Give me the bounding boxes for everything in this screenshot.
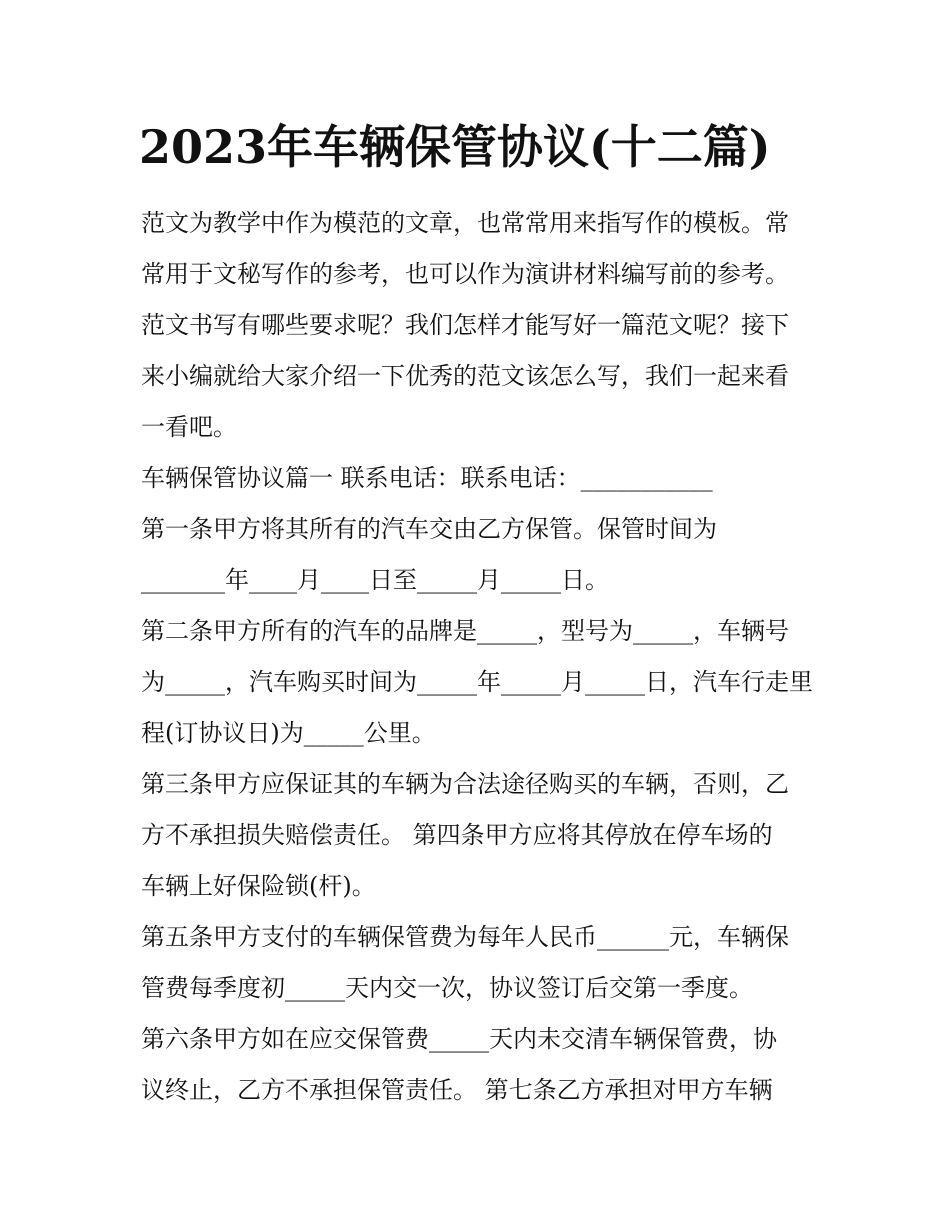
paragraph-line: 车辆上好保险锁(杆)。 <box>141 872 376 900</box>
paragraph-line: 范文书写有哪些要求呢？我们怎样才能写好一篇范文呢？接下 <box>141 311 789 339</box>
paragraph-line: 来小编就给大家介绍一下优秀的范文该怎么写，我们一起来看 <box>141 362 789 390</box>
paragraph-line: 范文为教学中作为模范的文章，也常常用来指写作的模板。常 <box>141 209 789 237</box>
paragraph-line: 车辆保管协议篇一 联系电话：联系电话：___________ <box>141 464 713 492</box>
paragraph-line: 第五条甲方支付的车辆保管费为每年人民币______元，车辆保 <box>141 923 789 951</box>
paragraph-line: 议终止，乙方不承担保管责任。 第七条乙方承担对甲方车辆 <box>141 1076 773 1104</box>
paragraph-line: 常用于文秘写作的参考，也可以作为演讲材料编写前的参考。 <box>141 260 789 288</box>
paragraph-line: 管费每季度初_____天内交一次，协议签订后交第一季度。 <box>141 974 753 1002</box>
paragraph-line: _______年____月____日至_____月_____日。 <box>141 566 609 594</box>
paragraph-line: 为_____，汽车购买时间为_____年_____月_____日，汽车行走里 <box>141 668 813 696</box>
paragraph-line: 第三条甲方应保证其的车辆为合法途径购买的车辆，否则，乙 <box>141 770 789 798</box>
document-body <box>141 198 821 1116</box>
paragraph-line: 一看吧。 <box>141 413 237 441</box>
paragraph-line: 程(订协议日)为_____公里。 <box>141 719 436 747</box>
paragraph-line: 第二条甲方所有的汽车的品牌是_____，型号为_____，车辆号 <box>141 617 789 645</box>
paragraph-line: 第六条甲方如在应交保管费_____天内未交清车辆保管费，协 <box>141 1025 777 1053</box>
paragraph-line: 第一条甲方将其所有的汽车交由乙方保管。保管时间为 <box>141 515 717 543</box>
document-title: 2023年车辆保管协议(十二篇) <box>139 120 771 174</box>
paragraph-line: 方不承担损失赔偿责任。 第四条甲方应将其停放在停车场的 <box>141 821 773 849</box>
